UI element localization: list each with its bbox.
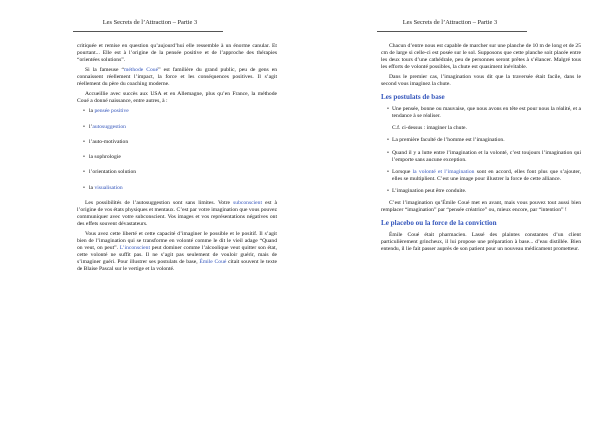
text: Lorsque [392,168,413,175]
section-heading: Le placebo ou la force de la conviction [381,218,497,227]
text: citait souvent le texte de Blaise Pascal sur le vertige et la volonté. [77,259,277,273]
list-link[interactable]: la volonté et l’imagination [412,168,475,175]
list-item [387,150,581,164]
list-item [89,108,277,115]
text: la sophrologie [89,154,121,161]
text: peut dominer comme l’alcoolique veut quitter son état, cette volonté ne suffit pas. Il ne s’agit pas seulement de vouloir guérir, mais de s’imaginer guéri. Pour illustrer ses postulats de base, [77,245,277,266]
text: Une pensée, bonne ou mauvaise, que nous avons en tête est pour nous la réalité, et a tendance à se réaliser. [392,106,581,120]
paragraph: C’est l’imagination qu’Émile Coué met en avant, mais vous pouvez tout aussi bien remplacer “imagination” par “pensée créatrice” ou, mieux encore, par “intention” ! [381,199,581,213]
text: ” est familière du grand public, peu de gens en connaissent réellement l’impact, la force et les conséquences positives. Il s’agit réellement du père du coaching moderne. [77,67,277,88]
text: Quand il y a lutte entre l’imagination et la volonté, c’est toujours l’imagination qui l’emporte sans aucune exception. [392,149,581,163]
list-item [387,137,581,144]
text: Si la fameuse “ [85,67,124,74]
running-header: Les Secrets de l’Attraction – Partie 3 [102,19,198,26]
text: l’orientation solution [89,169,137,176]
paragraph: Émile Coué était pharmacien. Lassé des plaintes constantes d’un client particulièrement grincheux, il lui propose une préparation à base... d’eau distillée. Bien entendu, il lie fait passer auprès de son patient pour un nouveau médicament prometteur. [381,231,581,252]
list-item [89,139,277,146]
bullet-list [77,108,277,191]
text: L’imagination peut être conduite. [392,187,467,194]
paragraph: Accueillie avec succès aux USA et en Allemagne, plus qu’en France, la méthode Coué a donné naissance, entre autres, à : [77,91,277,105]
running-header: Les Secrets de l’Attraction – Partie 3 [402,19,498,26]
paragraph: Dans le premier cas, l’imagination vous dit que la traversée était facile, dans le second vous imaginez la chute. [381,74,581,88]
link-inconscient[interactable]: L’inconscient [119,245,151,252]
paragraph: Chacun d’entre nous est capable de marcher sur une planche de 10 m de long et de 25 cm de large si celle-ci est posée sur le sol. Supposons que cette planche soit placée entre les deux tours d’une cathédrale, peu de personnes seront prêtes à s’élancer. Malgré tous les efforts de volonté possibles, la chute est quasiment inévitable. [381,43,581,71]
list-item [89,154,277,161]
section-heading: Les postulats de base [381,93,445,102]
paragraph: critiquée et remise en question qu’aujourd’hui elle ressemble à un énorme canular. Et pourtant... Elle est à l’origine de la pensée positive et de l’approche des thérapies “orientées solutions”. [77,43,277,64]
link-subconscient[interactable]: subconscient [233,199,263,206]
list-item [89,124,277,131]
header-rule [377,31,527,32]
text: Vous avez cette liberté et cette capacité d’imaginer le possible et le positif. Il s’agit bien de l’imagination qui se transforme en volonté comme le dit le vieil adage “Quand on veut, on peut”. [77,230,277,252]
text: sont en accord, elles font plus que s’ajouter, elles se multiplient. C’est une image pour illustrer la force de cette alliance. [392,168,581,182]
text: La première faculté de l’homme est l’imagination. [392,137,505,144]
text: Les possibilités de l’autosuggestion sont sans limites. Votre [85,199,234,206]
list-link[interactable]: visualisation [94,184,123,191]
list-note: C.f. ci-dessus : imaginer la chute. [392,125,467,132]
list-item [387,169,581,183]
link-methode-coue[interactable]: méthode Coué [123,67,159,74]
list-link[interactable]: pensée positive [94,108,129,115]
list-item [387,188,581,195]
page-body [381,43,581,256]
list-item [89,169,277,176]
paragraph [77,231,277,273]
text: l’ [89,123,93,130]
right-page [300,0,600,424]
list-item [387,106,581,120]
bullet-list [381,106,581,194]
list-item [89,185,277,192]
header-rule [73,31,223,32]
page-body [77,43,277,276]
text: la [89,108,95,115]
paragraph [77,200,277,228]
list-link[interactable]: autosuggestion [92,123,126,130]
paragraph [77,67,277,88]
text: est à l’origine de vos états physiques et mentaux. C’est par votre imagination que vous pouvez communiquer avec votre subconscient. Vos images et vos représentations négatives ont des effets souvent dévastateurs. [77,199,277,227]
link-emile-coue[interactable]: Émile Coué [199,259,227,266]
text: l’auto-motivation [89,138,129,145]
text: la [89,184,95,191]
